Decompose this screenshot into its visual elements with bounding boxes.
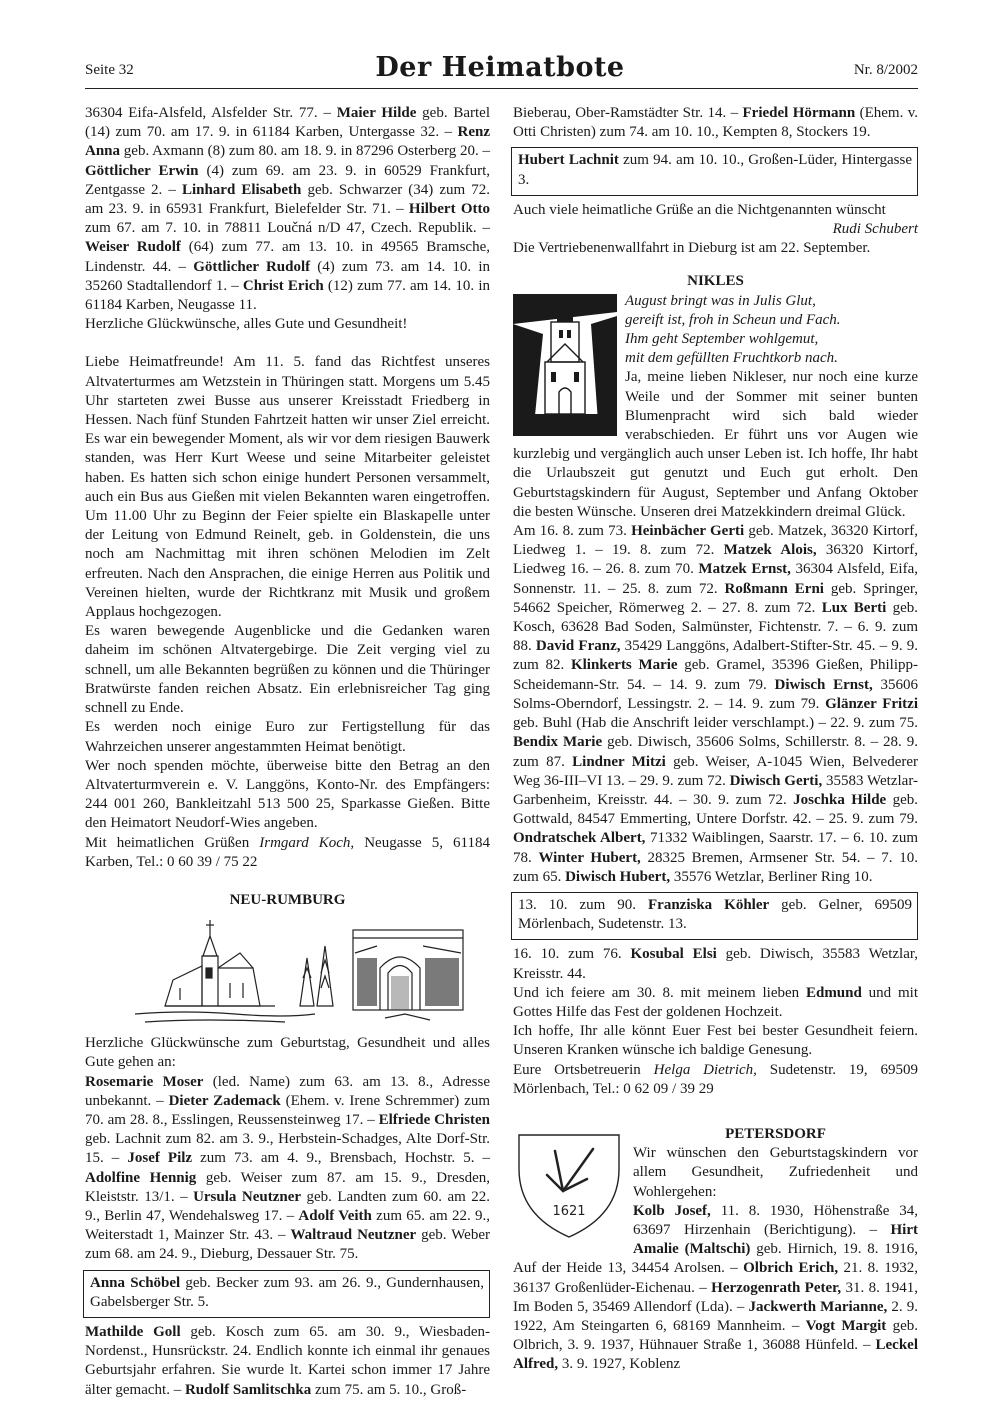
person-name: Diwisch Gerti,: [729, 772, 823, 789]
person-name: Vogt Margit: [805, 1317, 887, 1334]
person-name: Edmund: [805, 984, 862, 1001]
section-heading-petersdorf: PETERSDORF: [725, 1125, 826, 1142]
person-name: Ursula Neutzner: [193, 1188, 302, 1205]
person-name: Bendix Marie: [513, 734, 603, 751]
page-number: Seite 32: [85, 62, 134, 78]
article-paragraph: Ich hoffe, Ihr alle könnt Euer Fest bei bester Gesundheit feiern. Unseren Kranken wünsche ich baldige Genesung.: [513, 1023, 918, 1059]
section-heading-nikles: NIKLES: [687, 273, 744, 290]
poem-line: gereift ist, froh in Scheun und Fach.: [625, 311, 841, 328]
person-name: Adolfine Hennig: [85, 1169, 197, 1186]
article-paragraph: Es waren bewegende Augenblicke und die Gedanken waren daheim im schönen Altvatergebirge. Die Zeit verging viel zu schnell, um alle Bekannten begrüßen zu können und die Thüringer Bratwürste fanden reichen Absatz. Ein erlebnisreicher Tag ging schnell zu Ende.: [85, 623, 490, 717]
article-paragraph: Ja, meine lieben Nikleser, nur noch eine kurze Weile und der Sommer mit seiner bunten Blumenpracht wird sich bald wieder verabschieden. Er führt uns vor Augen wie kurzlebig und vergänglich auch unser Leben ist. Ich hoffe, Ihr habt die Urlaubszeit gut genutzt und Euch gut erholt. Den Geburtstagskindern für August, September und Anfang Oktober die besten Wünsche. Unseren drei Matzekkindern dreimal Glück.: [513, 369, 918, 520]
masthead-title: Der Heimatbote: [375, 52, 625, 83]
person-name: Hubert Lachnit: [518, 152, 619, 169]
person-name: Herzogenrath Peter,: [711, 1279, 842, 1296]
poem-line: Ihm geht September wohlgemut,: [625, 331, 819, 348]
person-name: Rudolf Samlitschka: [184, 1381, 312, 1398]
person-name: Göttlicher Erwin: [85, 162, 199, 179]
person-name: David Franz,: [535, 638, 621, 655]
left-column: [85, 104, 490, 1400]
signature-paragraph: Eure Ortsbetreuerin Helga Dietrich, Sudetenstr. 19, 69509 Mörlenbach, Tel.: 0 62 09 / 39 29: [513, 1061, 919, 1097]
donation-paragraph: Wer noch spenden möchte, überweise bitte den Betrag an den Altvaterturmverein e. V. Langgöns, Konto-Nr. des Empfängers: 244 001 260, Bankleitzahl 513 500 25, Sparkasse Gießen. Bitte den Heimatort Neudorf-Wies angeben.: [85, 757, 490, 832]
person-name: Lux Berti: [821, 599, 887, 616]
person-name: Diwisch Hubert,: [565, 868, 671, 885]
section-heading-neu-rumburg: NEU-RUMBURG: [229, 891, 346, 908]
article-paragraph: Es werden noch einige Euro zur Fertigstellung für das Wahrzeichen unserer angestammten Heimat benötigt.: [85, 719, 490, 755]
person-name: Linhard Elisabeth: [181, 181, 302, 198]
highlight-box: Anna Schöbel geb. Becker zum 93. am 26. 9., Gundernhausen, Gabelsberger Str. 5.: [83, 1270, 490, 1318]
person-name: Leckel Alfred,: [513, 1337, 918, 1373]
person-name: Olbrich Erich,: [743, 1260, 839, 1277]
person-name: Anna Schöbel: [90, 1274, 181, 1291]
person-name: Friedel Hörmann: [742, 105, 856, 121]
birthday-list-paragraph: Mathilde Goll geb. Kosch zum 65. am 30. 9., Wiesbaden-Nordenst., Hunsrückstr. 24. Endlich konnte ich einmal ihr genaues Geburtsjahr erfahren. Sie wurde lt. Kartei schon immer 17 Jahre älter gemacht. – Rudolf Samlitschka zum 75. am 5. 10., Groß-: [85, 1323, 490, 1398]
signature-paragraph: Mit heimatlichen Grüßen Irmgard Koch, Neugasse 5, 61184 Karben, Tel.: 0 60 39 / 75 22: [85, 834, 490, 870]
birthday-list-paragraph: Am 16. 8. zum 73. Heinbächer Gerti geb. Matzek, 36320 Kirtorf, Liedweg 1. – 19. 8. zum 72. Matzek Alois, 36320 Kirtorf, Liedweg 16. – 26. 8. zum 70. Matzek Ernst, 36304 Alsfeld, Eifa, Sonnenstr. 11. – 25. 8. zum 72. Roßmann Erni geb. Springer, 54662 Speicher, Römerweg 2. – 27. 8. zum 72. Lux Berti geb. Kosch, 63628 Bad Soden, Salmünster, Fichtenstr. 7. – 6. 9. zum 88. David Franz, 35429 Langgöns, Adalbert-Stifter-Str. 45. – 9. 9. zum 82. Klinkerts Marie geb. Gramel, 35396 Gießen, Philipp-Scheidemann-Str. 54. – 14. 9. zum 79. Diwisch Ernst, 35606 Solms-Oberndorf, Lessingstr. 2. – 14. 9. zum 79. Glänzer Fritzi geb. Buhl (Hab die Anschrift leider verschlampt.) – 22. 9. zum 75. Bendix Marie geb. Diwisch, 35606 Solms, Schillerstr. 8. – 28. 9. zum 87. Lindner Mitzi geb. Weiser, A-1045 Wien, Belvederer Weg 36-III–VI 13. – 29. 9. zum 72. Diwisch Gerti, 35583 Wetzlar-Garbenheim, Kreisstr. 44. – 30. 9. zum 72. Joschka Hilde geb. Gottwald, 84547 Emmerting, Untere Dorfstr. 42. – 25. 9. zum 79. Ondratschek Albert, 71332 Waiblingen, Saarstr. 17. – 6. 10. zum 78. Winter Hubert, 28325 Bremen, Armsener Str. 54. – 7. 10. zum 65. Diwisch Hubert, 35576 Wetzlar, Berliner Ring 10.: [513, 523, 919, 885]
person-name: Glänzer Fritzi: [825, 695, 918, 712]
person-name: Matzek Alois,: [723, 542, 817, 559]
person-name: Lindner Mitzi: [572, 753, 666, 770]
coat-of-arms-shield-icon: [513, 1129, 625, 1241]
person-name: Adolf Veith: [298, 1207, 372, 1224]
person-name: Kosubal Elsi: [630, 946, 717, 963]
article-paragraph: Und ich feiere am 30. 8. mit meinem lieben Edmund und mit Gottes Hilfe das Fest der goldenen Hochzeit.: [513, 984, 918, 1020]
person-name: Joschka Hilde: [793, 791, 887, 808]
birthday-list-paragraph: Kolb Josef, 11. 8. 1930, Höhenstraße 34, 63697 Hirzenhain (Berichtigung). – Hirt Amalie (Maltschi) geb. Hirnich, 19. 8. 1916, Auf der Heide 13, 34454 Arolsen. – Olbrich Erich, 21. 8. 1932, 36137 Großenlüder-Eichenau. – Herzogenrath Peter, 31. 8. 1941, Im Boden 5, 35469 Allendorf (Lda). – Jackwerth Marianne, 2. 9. 1922, Am Steingarten 6, 68169 Mannheim. – Vogt Margit geb. Olbrich, 3. 9. 1937, Hühnauer Straße 1, 36088 Hünfeld. – Leckel Alfred, 3. 9. 1927, Koblenz: [513, 1202, 919, 1373]
person-name: Kolb Josef,: [633, 1202, 711, 1219]
person-name: Klinkerts Marie: [570, 657, 678, 674]
person-name: Josef Pilz: [127, 1150, 193, 1167]
article-paragraph: Wir wünschen den Geburtstagskindern vor allem Gesundheit, Zufriedenheit und Wohlergehen:: [633, 1145, 918, 1200]
person-name: Mathilde Goll: [85, 1323, 181, 1340]
birthday-list-paragraph: Rosemarie Moser (led. Name) zum 63. am 13. 8., Adresse unbekannt. – Dieter Zademack (Ehem. v. Irene Schremmer) zum 70. am 28. 8., Esslingen, Reussensteinweg 17. – Elfriede Christen geb. Lachnit zum 82. am 3. 9., Herbstein-Schadges, Alte Dorf-Str. 15. – Josef Pilz zum 73. am 4. 9., Brensbach, Hochstr. 5. – Adolfine Hennig geb. Weiser zum 87. am 15. 9., Dresden, Kleiststr. 13/1. – Ursula Neutzner geb. Landten zum 60. am 22. 9., Berlin 47, Wendehalsweg 17. – Adolf Veith zum 65. am 22. 9., Weiterstadt 1, Mainzer Str. 43. – Waltraud Neutzner geb. Weber zum 68. am 24. 9., Dieburg, Dessauer Str. 75.: [85, 1073, 491, 1263]
birthday-list-paragraph: 16. 10. zum 76. Kosubal Elsi geb. Diwisch, 35583 Wetzlar, Kreisstr. 44.: [513, 946, 919, 982]
shield-year-text: 1621: [552, 1203, 586, 1219]
right-column: [513, 104, 918, 1375]
person-name: Jackwerth Marianne,: [748, 1298, 888, 1315]
person-name: Heinbächer Gerti: [631, 523, 745, 540]
article-paragraph: Auch viele heimatliche Grüße an die Nichtgenannten wünscht: [513, 201, 886, 218]
person-name: Christ Erich: [242, 277, 324, 294]
person-name: Dieter Zademack: [168, 1092, 281, 1109]
person-name: Diwisch Ernst,: [774, 676, 873, 693]
person-name: Waltraud Neutzner: [290, 1227, 417, 1244]
person-name: Franziska Köhler: [648, 896, 770, 913]
village-church-illustration: [85, 918, 490, 1026]
poem-line: August bringt was in Julis Glut,: [625, 292, 816, 309]
person-name: Elfriede Christen: [378, 1111, 491, 1128]
person-name: Maier Hilde: [336, 105, 417, 121]
author-name: Irmgard Koch,: [259, 834, 355, 851]
person-name: Roßmann Erni: [724, 580, 824, 597]
issue-number: Nr. 8/2002: [853, 62, 918, 78]
chapel-woodcut-illustration: [513, 294, 617, 436]
highlight-box: 13. 10. zum 90. Franziska Köhler geb. Gelner, 69509 Mörlenbach, Sudetenstr. 13.: [511, 892, 918, 940]
person-name: Göttlicher Rudolf: [193, 258, 311, 275]
person-name: Winter Hubert,: [538, 849, 641, 866]
person-name: Hilbert Otto: [408, 201, 490, 218]
highlight-box: Hubert Lachnit zum 94. am 10. 10., Großen-Lüder, Hintergasse 3.: [511, 147, 918, 195]
article-paragraph: Liebe Heimatfreunde! Am 11. 5. fand das Richtfest unseres Altvaterturmes am Wetzstein in Thüringen statt. Morgens um 5.45 Uhr starteten zwei Busse aus unserer Kreisstadt Friedberg in Hessen. Nach fünf Stunden Fahrtzeit hatten wir unser Ziel erreicht. Es war ein bewegender Moment, als wir vor dem riesigen Bauwerk standen, was Herr Kurt Weese und seine Mitarbeiter geleistet haben. Es hatten sich schon einige hundert Personen versammelt, auch ein Bus aus Gießen mit vielen Bekannten waren eingetroffen. Um 11.00 Uhr zu Beginn der Feier spielte ein Blaskapelle unter der Leitung von Edmund Reinelt, geb. in Goldenstein, die uns noch am Nachmittag mit ihren schönen Melodien im Zelt erfreuten. Nach den Ansprachen, die einige Herren aus Politik und Vereinen hielten, wurde der Richtkranz mit Musik und großem Applaus hochgezogen.: [85, 354, 490, 621]
article-paragraph: Herzliche Glückwünsche zum Geburtstag, Gesundheit und alles Gute gehen an:: [85, 1035, 490, 1071]
person-name: Matzek Ernst,: [698, 561, 791, 578]
person-name: Ondratschek Albert,: [513, 830, 646, 847]
author-name: Rudi Schubert: [832, 221, 918, 238]
birthday-list-paragraph: Bieberau, Ober-Ramstädter Str. 14. – Friedel Hörmann (Ehem. v. Otti Christen) zum 74. am 10. 10., Kempten 8, Stockers 19.: [513, 105, 919, 141]
poem-line: mit dem gefüllten Fruchtkorb nach.: [625, 350, 838, 367]
header-rule: [85, 88, 918, 89]
person-name: Weiser Rudolf: [85, 239, 181, 256]
article-paragraph: Die Vertriebenenwallfahrt in Dieburg ist am 22. September.: [513, 240, 871, 257]
person-name: Rosemarie Moser: [85, 1073, 204, 1090]
greeting-line: Herzliche Glückwünsche, alles Gute und Gesundheit!: [85, 316, 408, 333]
person-name: Renz Anna: [85, 124, 490, 160]
birthday-list-paragraph: 36304 Eifa-Alsfeld, Alsfelder Str. 77. – Maier Hilde geb. Bartel (14) zum 70. am 17. 9. in 61184 Karben, Untergasse 32. – Renz Anna geb. Axmann (8) zum 80. am 18. 9. in 87296 Osterberg 20. – Göttlicher Erwin (4) zum 69. am 23. 9. in 60529 Frankfurt, Zentgasse 2. – Linhard Elisabeth geb. Schwarzer (34) zum 72. am 23. 9. in 65931 Frankfurt, Bielefelder Str. 71. – Hilbert Otto zum 67. am 7. 10. in 78811 Loučná n/D 47, Czech. Republik. – Weiser Rudolf (64) zum 77. am 13. 10. in 49565 Bramsche, Lindenstr. 44. – Göttlicher Rudolf (4) zum 73. am 14. 10. in 35260 Stadtallendorf 1. – Christ Erich (12) zum 77. am 14. 10. in 61184 Karben, Neugasse 11.: [85, 105, 491, 314]
person-name: Hirt Amalie (Maltschi): [633, 1221, 918, 1258]
author-name: Helga Dietrich,: [653, 1061, 757, 1078]
